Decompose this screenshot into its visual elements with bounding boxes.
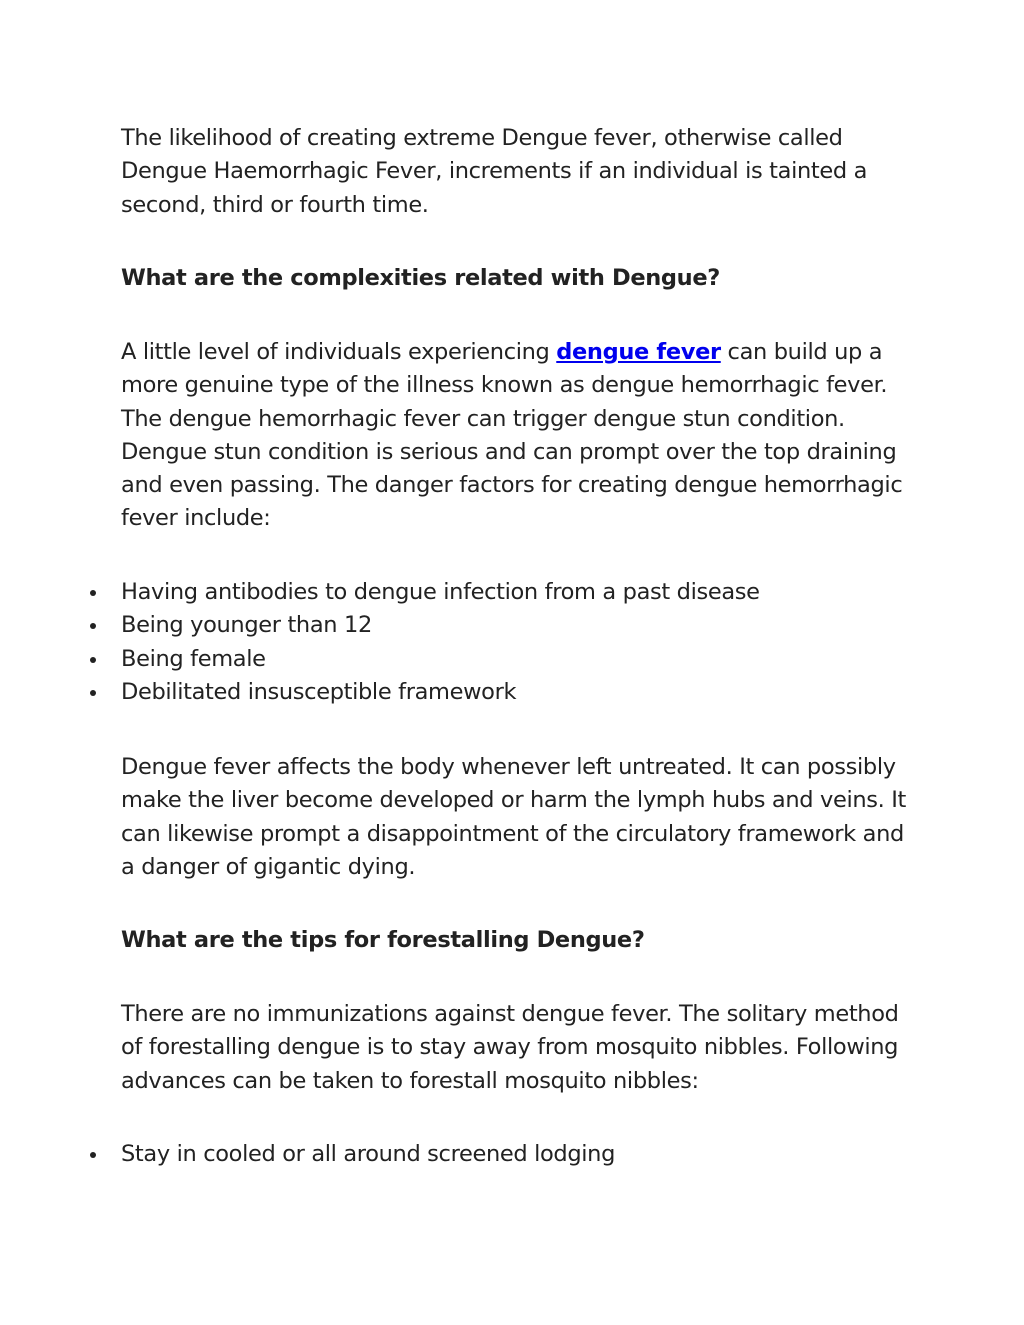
list-item-text: Stay in cooled or all around screened lodging bbox=[121, 1141, 616, 1167]
risk-factors-list bbox=[121, 576, 921, 709]
paragraph-prevention: There are no immunizations against dengue fever. The solitary method of forestalling dengue is to stay away from mosquito nibbles. Following advances can be taken to forestall mosquito nibbles: bbox=[121, 1001, 899, 1094]
list-item bbox=[121, 1138, 921, 1171]
paragraph-intro: The likelihood of creating extreme Dengue fever, otherwise called Dengue Haemorrhagic Fever, increments if an individual is tainted a second, third or fourth time. bbox=[121, 125, 868, 218]
list-item-text: Being younger than 12 bbox=[121, 612, 372, 639]
list-item-text: Having antibodies to dengue infection from a past disease bbox=[121, 579, 760, 605]
bullet-icon bbox=[90, 1152, 96, 1158]
list-item bbox=[121, 676, 921, 709]
list-item-text: Debilitated insusceptible framework bbox=[121, 678, 517, 705]
dengue-fever-link[interactable]: dengue fever bbox=[556, 339, 721, 365]
prevention-steps-list bbox=[121, 1138, 921, 1171]
heading-complexities: What are the complexities related with Dengue? bbox=[121, 265, 720, 291]
paragraph-complexities-after-link: can build up a more genuine type of the illness known as dengue hemorrhagic fever. The dengue hemorrhagic fever can trigger dengue stun condition. Dengue stun condition is serious and can prompt over the top draining and even passing. The danger factors for creating dengue hemorrhagic fever include: bbox=[121, 339, 903, 532]
list-item bbox=[121, 643, 921, 676]
list-item bbox=[121, 576, 921, 609]
list-item-text: Being female bbox=[121, 645, 266, 672]
bullet-icon bbox=[90, 590, 96, 596]
heading-prevention: What are the tips for forestalling Dengue? bbox=[121, 927, 645, 953]
paragraph-complexities-before-link: A little level of individuals experiencing bbox=[121, 339, 557, 365]
bullet-icon bbox=[90, 690, 96, 696]
bullet-icon bbox=[90, 657, 96, 663]
bullet-icon bbox=[90, 623, 96, 629]
list-item bbox=[121, 609, 921, 642]
paragraph-effects: Dengue fever affects the body whenever left untreated. It can possibly make the liver become developed or harm the lymph hubs and veins. It can likewise prompt a disappointment of the circulatory framework and a danger of gigantic dying. bbox=[121, 754, 907, 880]
paragraph-complexities bbox=[121, 336, 921, 536]
